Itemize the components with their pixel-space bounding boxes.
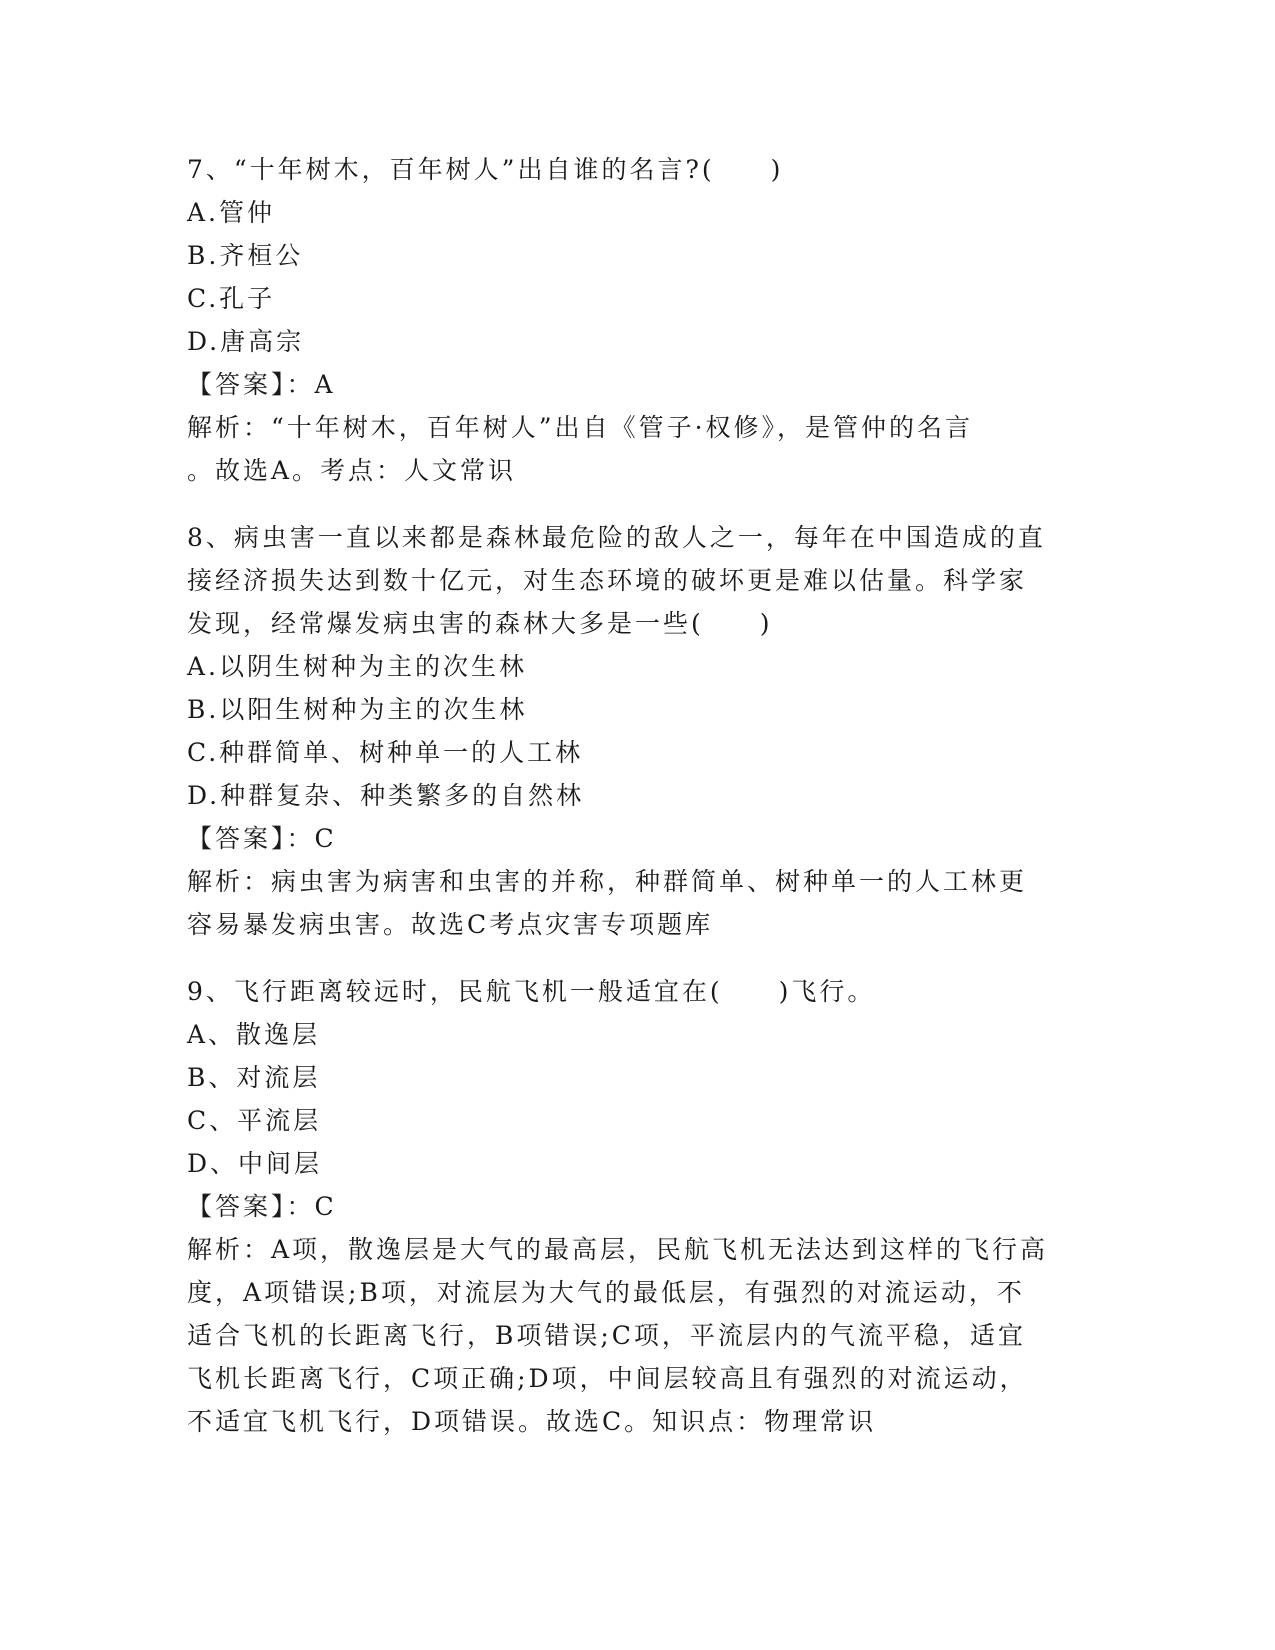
analysis-line: 飞机长距离飞行，C项正确;D项，中间层较高且有强烈的对流运动， [187,1364,1028,1393]
option-d: D.唐高宗 [187,327,305,356]
option-c: C.种群简单、树种单一的人工林 [187,738,584,767]
answer-line: 【答案】：C [187,1192,337,1221]
option-a: A.以阴生树种为主的次生林 [187,652,528,681]
question-8 [187,516,1087,946]
question-stem: 接经济损失达到数十亿元，对生态环境的破坏更是难以估量。科学家 [187,566,1028,595]
option-b: B.齐桓公 [187,241,304,270]
question-stem: 9、飞行距离较远时，民航飞机一般适宜在( )飞行。 [187,977,876,1006]
question-list [187,148,1087,1443]
question-stem: 8、病虫害一直以来都是森林最危险的敌人之一，每年在中国造成的直 [187,523,1046,552]
analysis-line: 。故选A。考点：人文常识 [187,456,517,485]
option-c: C、平流层 [187,1106,322,1135]
question-stem: 7、“十年树木，百年树人”出自谁的名言?( ) [187,155,784,184]
option-d: D.种群复杂、种类繁多的自然林 [187,781,585,810]
analysis-line: 容易暴发病虫害。故选C考点灾害专项题库 [187,910,714,939]
answer-line: 【答案】：A [187,370,336,399]
option-b: B.以阳生树种为主的次生林 [187,695,528,724]
analysis-line: 解析：A项，散逸层是大气的最高层，民航飞机无法达到这样的飞行高 [187,1235,1049,1264]
analysis-line: 解析：病虫害为病害和虫害的并称，种群简单、树种单一的人工林更 [187,867,1028,896]
answer-line: 【答案】：C [187,824,337,853]
analysis-line: 适合飞机的长距离飞行，B项错误;C项，平流层内的气流平稳，适宜 [187,1321,1026,1350]
question-7 [187,148,1087,492]
option-a: A.管仲 [187,198,276,227]
question-9 [187,970,1087,1443]
analysis-line: 不适宜飞机飞行，D项错误。故选C。知识点：物理常识 [187,1407,877,1436]
question-stem: 发现，经常爆发病虫害的森林大多是一些( ) [187,609,773,638]
option-c: C.孔子 [187,284,276,313]
analysis-line: 解析：“十年树木，百年树人”出自《管子·权修》，是管仲的名言 [187,413,974,442]
option-d: D、中间层 [187,1149,323,1178]
option-b: B、对流层 [187,1063,321,1092]
analysis-line: 度，A项错误;B项，对流层为大气的最低层，有强烈的对流运动，不 [187,1278,1025,1307]
option-a: A、散逸层 [187,1020,321,1049]
